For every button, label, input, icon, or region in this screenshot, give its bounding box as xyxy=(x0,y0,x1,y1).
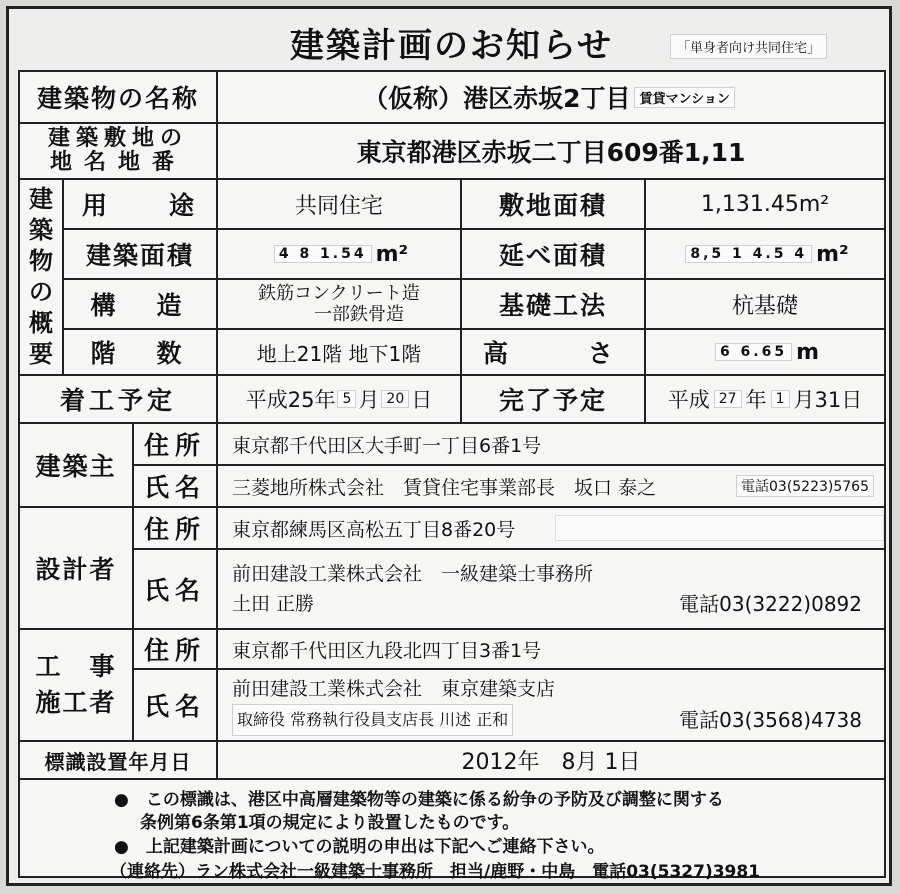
contractor-phone: 電話03(3568)4738 xyxy=(679,708,862,732)
floor-area-label: 延べ面積 xyxy=(460,228,646,280)
note-line2: 条例第6条第1項の規定により設置したものです。 xyxy=(140,813,520,833)
note-line3: ● 上記建築計画についての説明の申出は下記へご連絡下さい。 xyxy=(114,837,605,857)
name-value-cell xyxy=(216,70,886,124)
note-line1: ● この標識は、港区中高層建築物等の建築に係る紛争の予防及び調整に関する xyxy=(114,790,724,810)
contact-line: （連絡先）ラン株式会社一級建築士事務所 担当/鹿野・中島 電話03(5327)3981 xyxy=(110,862,761,882)
finish-month: 1 xyxy=(771,390,790,408)
contractor-name-line2: 取締役 常務執行役員支店長 川述 正和 xyxy=(232,704,513,736)
floor-area-value: 8,5 1 4.5 4 xyxy=(685,245,812,263)
designer-name-label: 氏名 xyxy=(132,548,218,630)
posted-value: 2012年 8月 1日 xyxy=(216,740,886,780)
contractor-address: 東京都千代田区九段北四丁目3番1号 xyxy=(216,628,886,670)
building-area-label: 建築面積 xyxy=(62,228,218,280)
designer-name-cell xyxy=(216,548,886,630)
structure-value xyxy=(216,278,462,330)
structure-label: 構 造 xyxy=(62,278,218,330)
site-label-line2: 地名地番 xyxy=(49,150,186,175)
designer-name-line1: 前田建設工業株式会社 一級建築士事務所 xyxy=(232,563,594,585)
building-area-cell xyxy=(216,228,462,280)
overview-group-label: 建 築 物 の 概 要 xyxy=(18,178,64,376)
use-label: 用 途 xyxy=(62,178,218,230)
posted-label: 標識設置年月日 xyxy=(18,740,218,780)
height-cell xyxy=(644,328,886,376)
structure-value-line1: 鉄筋コンクリート造 xyxy=(258,283,420,304)
usage-tag: 「単身者向け共同住宅」 xyxy=(670,34,827,59)
owner-address-label: 住所 xyxy=(132,422,218,466)
designer-address: 東京都練馬区高松五丁目8番20号 xyxy=(216,506,886,550)
building-area-value: 4 8 1.54 xyxy=(274,245,372,263)
blank-sticker xyxy=(555,515,884,541)
site-area-value: 1,131.45m² xyxy=(644,178,886,230)
contractor-label-line2: 施工者 xyxy=(35,688,117,717)
building-area-unit: m² xyxy=(375,241,409,267)
designer-phone: 電話03(3222)0892 xyxy=(679,592,862,616)
foundation-label: 基礎工法 xyxy=(460,278,646,330)
owner-name: 三菱地所株式会社 賃貸住宅事業部長 坂口 泰之 xyxy=(232,476,657,499)
owner-label: 建築主 xyxy=(18,422,134,508)
structure-value-line2: 一部鉄骨造 xyxy=(314,304,404,325)
site-label xyxy=(18,122,218,180)
designer-name-line2: 土田 正勝 xyxy=(232,593,315,615)
floors-value: 地上21階 地下1階 xyxy=(216,328,462,376)
floors-label: 階 数 xyxy=(62,328,218,376)
owner-phone: 電話03(5223)5765 xyxy=(736,475,874,497)
page-title: 建築計画のお知らせ xyxy=(290,26,613,66)
contractor-name-label: 氏名 xyxy=(132,668,218,742)
building-name-sub: 賃貸マンション xyxy=(634,87,734,108)
finish-year: 27 xyxy=(714,390,742,408)
floor-area-unit: m² xyxy=(816,241,849,267)
start-value: 平成25年 5 月 20 日 xyxy=(216,374,462,424)
site-label-line1: 建築敷地の xyxy=(47,126,188,151)
owner-address: 東京都千代田区大手町一丁目6番1号 xyxy=(216,422,886,466)
contractor-name-cell xyxy=(216,668,886,742)
finish-value: 平成 27 年 1 月31日 xyxy=(644,374,886,424)
contractor-label xyxy=(18,628,134,742)
name-label: 建築物の名称 xyxy=(18,70,218,124)
contractor-name-line1: 前田建設工業株式会社 東京建築支店 xyxy=(232,678,556,700)
contractor-address-label: 住所 xyxy=(132,628,218,670)
owner-name-cell xyxy=(216,464,886,508)
contractor-label-line1: 工 事 xyxy=(35,652,117,681)
start-label: 着工予定 xyxy=(18,374,218,424)
designer-label: 設計者 xyxy=(18,506,134,630)
start-month: 5 xyxy=(337,390,356,408)
height-value: 6 6.65 xyxy=(715,343,792,361)
finish-label: 完了予定 xyxy=(460,374,646,424)
designer-address-label: 住所 xyxy=(132,506,218,550)
site-area-label: 敷地面積 xyxy=(460,178,646,230)
owner-name-label: 氏名 xyxy=(132,464,218,508)
building-name: （仮称）港区赤坂2丁目 xyxy=(363,84,631,113)
start-day: 20 xyxy=(381,390,409,408)
height-label: 高 さ xyxy=(460,328,646,376)
site-value: 東京都港区赤坂二丁目609番1,11 xyxy=(216,122,886,180)
floor-area-cell xyxy=(644,228,886,280)
height-unit: m xyxy=(796,339,820,365)
use-value: 共同住宅 xyxy=(216,178,462,230)
foundation-value: 杭基礎 xyxy=(644,278,886,330)
